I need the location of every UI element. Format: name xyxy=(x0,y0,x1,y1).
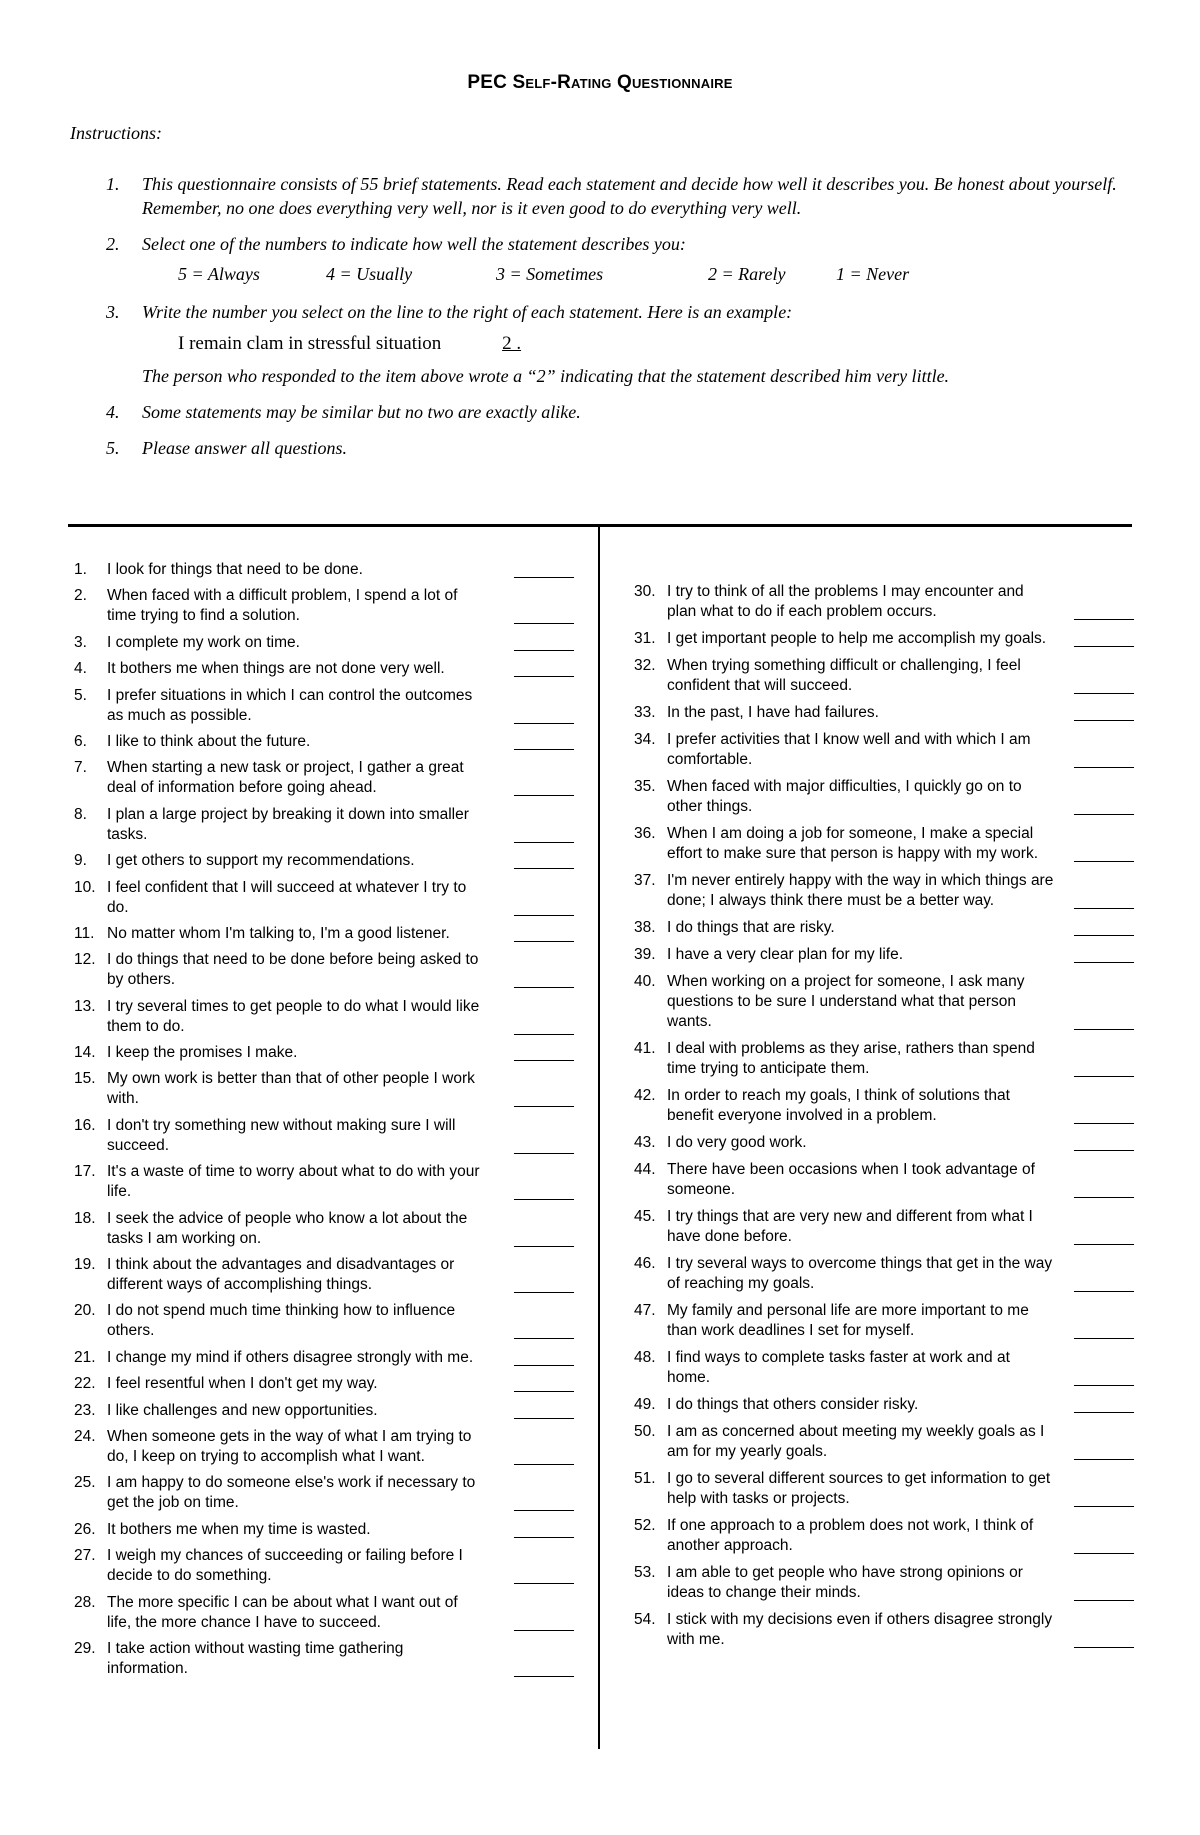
statement-item xyxy=(634,1207,1134,1247)
answer-line[interactable] xyxy=(1074,1385,1134,1386)
statement-text: I look for things that need to be done. xyxy=(107,561,363,578)
statement-number: 9. xyxy=(74,852,87,870)
statement-item xyxy=(74,1069,574,1109)
answer-line[interactable] xyxy=(1074,1553,1134,1554)
statement-item xyxy=(634,629,1134,649)
statement-text: I am able to get people who have strong opinions or ideas to change their minds. xyxy=(667,1564,1023,1601)
answer-line[interactable] xyxy=(1074,1647,1134,1648)
answer-line[interactable] xyxy=(514,1510,574,1511)
answer-line[interactable] xyxy=(1074,767,1134,768)
statement-number: 47. xyxy=(634,1302,656,1319)
statement-number: 35. xyxy=(634,778,656,795)
answer-line[interactable] xyxy=(514,749,574,750)
statement-item xyxy=(74,1593,574,1633)
statement-item xyxy=(634,1395,1134,1415)
scale-rarely: 2 = Rarely xyxy=(708,264,786,284)
statement-item xyxy=(634,1348,1134,1388)
statement-number: 10. xyxy=(74,878,96,896)
statement-number: 29. xyxy=(74,1639,96,1657)
statement-text: I'm never entirely happy with the way in which things are done; I always think there must be a better way. xyxy=(667,872,1054,909)
statement-text: When working on a project for someone, I ask many questions to be sure I understand what that person wants. xyxy=(667,973,1025,1030)
instruction-4 xyxy=(70,400,1140,424)
statement-number: 28. xyxy=(74,1593,96,1611)
statement-item xyxy=(74,1255,574,1295)
instruction-1 xyxy=(70,172,1140,220)
statement-item xyxy=(634,777,1134,817)
statement-text: I am as concerned about meeting my weekly goals as I am for my yearly goals. xyxy=(667,1423,1045,1460)
statement-text: I prefer activities that I know well and with which I am comfortable. xyxy=(667,731,1031,768)
statement-number: 8. xyxy=(74,805,87,823)
statement-text: It bothers me when things are not done very well. xyxy=(107,660,445,678)
statement-item xyxy=(74,878,574,918)
statement-item xyxy=(634,1039,1134,1079)
instructions-list xyxy=(70,172,1140,472)
statement-number: 43. xyxy=(634,1134,656,1151)
statement-item xyxy=(634,1516,1134,1556)
answer-line[interactable] xyxy=(1074,1291,1134,1292)
statement-number: 34. xyxy=(634,731,656,748)
statement-text: I do things that need to be done before being asked to by others. xyxy=(107,951,479,989)
answer-line[interactable] xyxy=(514,1464,574,1465)
statement-item xyxy=(634,871,1134,911)
statement-text: When faced with major difficulties, I quickly go on to other things. xyxy=(667,778,1022,815)
answer-line[interactable] xyxy=(1074,619,1134,620)
answer-line[interactable] xyxy=(1074,935,1134,936)
answer-line[interactable] xyxy=(514,1365,574,1366)
answer-line[interactable] xyxy=(1074,1338,1134,1339)
statement-text: I weigh my chances of succeeding or failing before I decide to do something. xyxy=(107,1547,463,1585)
answer-line[interactable] xyxy=(514,1630,574,1631)
statement-number: 18. xyxy=(74,1209,96,1227)
answer-line[interactable] xyxy=(514,1418,574,1419)
statement-text: In the past, I have had failures. xyxy=(667,704,879,721)
answer-line[interactable] xyxy=(1074,1123,1134,1124)
statement-text: I am happy to do someone else's work if necessary to get the job on time. xyxy=(107,1474,476,1512)
instruction-number: 4. xyxy=(106,402,120,422)
example-note: The person who responded to the item above wrote a “2” indicating that the statement described him very little. xyxy=(142,366,950,386)
statement-number: 24. xyxy=(74,1427,96,1445)
statement-text: I take action without wasting time gathering information. xyxy=(107,1639,404,1677)
statement-item xyxy=(74,1401,574,1421)
statement-text: I like challenges and new opportunities. xyxy=(107,1401,378,1419)
statement-text: I feel resentful when I don't get my way. xyxy=(107,1375,378,1393)
statement-text: I do things that are risky. xyxy=(667,919,835,936)
statement-item xyxy=(634,918,1134,938)
statement-number: 25. xyxy=(74,1474,96,1492)
statement-number: 37. xyxy=(634,872,656,889)
answer-line[interactable] xyxy=(514,987,574,988)
statement-item xyxy=(74,1520,574,1540)
statement-item xyxy=(74,1116,574,1156)
statement-item xyxy=(74,758,574,798)
statement-item xyxy=(74,997,574,1037)
statement-text: I try several times to get people to do what I would like them to do. xyxy=(107,997,480,1035)
statement-item xyxy=(634,1301,1134,1341)
instruction-text: Please answer all questions. xyxy=(142,438,347,458)
statement-text: In order to reach my goals, I think of solutions that benefit everyone involved in a problem. xyxy=(667,1087,1010,1124)
page-title: PEC Self-Rating Questionnaire xyxy=(467,72,733,93)
statement-number: 1. xyxy=(74,561,87,578)
statement-number: 20. xyxy=(74,1302,96,1320)
statement-number: 19. xyxy=(74,1256,96,1274)
statement-text: When faced with a difficult problem, I spend a lot of time trying to find a solution. xyxy=(107,587,458,625)
statement-number: 52. xyxy=(634,1517,656,1534)
statement-text: I stick with my decisions even if others disagree strongly with me. xyxy=(667,1611,1053,1648)
answer-line[interactable] xyxy=(514,1199,574,1200)
statement-number: 44. xyxy=(634,1161,656,1178)
statement-text: I prefer situations in which I can control the outcomes as much as possible. xyxy=(107,686,473,724)
statement-number: 46. xyxy=(634,1255,656,1272)
column-divider xyxy=(598,527,600,1749)
statement-item xyxy=(74,950,574,990)
statement-number: 30. xyxy=(634,583,656,600)
statements-left-column xyxy=(74,560,574,1685)
statement-text: I get important people to help me accomplish my goals. xyxy=(667,630,1047,647)
instruction-3 xyxy=(70,300,1140,388)
statement-number: 3. xyxy=(74,633,87,651)
statement-item xyxy=(74,1348,574,1368)
statement-number: 21. xyxy=(74,1348,96,1366)
answer-line[interactable] xyxy=(1074,1506,1134,1507)
statement-text: I do very good work. xyxy=(667,1134,807,1151)
scale-sometimes: 3 = Sometimes xyxy=(496,264,604,284)
statement-item xyxy=(74,1301,574,1341)
statement-text: When I am doing a job for someone, I make a special effort to make sure that person is happy with my work. xyxy=(667,825,1039,862)
statement-text: I like to think about the future. xyxy=(107,732,311,750)
statement-item xyxy=(634,824,1134,864)
instruction-number: 5. xyxy=(106,438,120,458)
statement-item xyxy=(74,1374,574,1394)
statement-number: 27. xyxy=(74,1547,96,1565)
statement-text: I complete my work on time. xyxy=(107,633,300,651)
statement-number: 38. xyxy=(634,919,656,936)
statement-number: 26. xyxy=(74,1520,96,1538)
statement-number: 54. xyxy=(634,1611,656,1628)
statement-text: When someone gets in the way of what I am trying to do, I keep on trying to accomplish what I want. xyxy=(107,1427,472,1465)
statement-item xyxy=(634,1254,1134,1294)
statement-text: I get others to support my recommendations. xyxy=(107,852,415,870)
statement-text: I have a very clear plan for my life. xyxy=(667,946,904,963)
instruction-5 xyxy=(70,436,1140,460)
statement-text: I deal with problems as they arise, rathers than spend time trying to anticipate them. xyxy=(667,1040,1035,1077)
answer-line[interactable] xyxy=(514,1338,574,1339)
answer-line[interactable] xyxy=(1074,1197,1134,1198)
statement-item xyxy=(74,560,574,580)
statement-number: 6. xyxy=(74,732,87,750)
statement-item xyxy=(74,1209,574,1249)
statement-number: 42. xyxy=(634,1087,656,1104)
instructions-label: Instructions: xyxy=(70,123,162,143)
statement-item xyxy=(634,1160,1134,1200)
statement-number: 23. xyxy=(74,1401,96,1419)
statement-text: I try to think of all the problems I may encounter and plan what to do if each problem occurs. xyxy=(667,583,1024,620)
answer-line[interactable] xyxy=(1074,1600,1134,1601)
answer-line[interactable] xyxy=(514,1034,574,1035)
statement-text: I think about the advantages and disadvantages or different ways of accomplishing things. xyxy=(107,1256,455,1294)
answer-line[interactable] xyxy=(1074,814,1134,815)
statement-item xyxy=(74,805,574,845)
statement-number: 48. xyxy=(634,1349,656,1366)
example-answer: 2 . xyxy=(502,333,522,354)
statement-text: I do not spend much time thinking how to influence others. xyxy=(107,1302,456,1340)
answer-line[interactable] xyxy=(514,676,574,677)
answer-line[interactable] xyxy=(514,1391,574,1392)
statement-text: There have been occasions when I took advantage of someone. xyxy=(667,1161,1035,1198)
answer-line[interactable] xyxy=(1074,693,1134,694)
instruction-number: 1. xyxy=(106,174,120,194)
answer-line[interactable] xyxy=(514,650,574,651)
statement-text: I plan a large project by breaking it down into smaller tasks. xyxy=(107,805,469,843)
statement-number: 2. xyxy=(74,587,87,605)
instruction-text: Select one of the numbers to indicate how well the statement describes you: xyxy=(142,234,686,254)
statement-number: 4. xyxy=(74,660,87,678)
statement-text: When starting a new task or project, I gather a great deal of information before going ahead. xyxy=(107,759,464,797)
statement-item xyxy=(634,1610,1134,1650)
answer-line[interactable] xyxy=(514,1583,574,1584)
answer-line[interactable] xyxy=(514,941,574,942)
statement-item xyxy=(634,582,1134,622)
statement-number: 16. xyxy=(74,1116,96,1134)
statement-text: I keep the promises I make. xyxy=(107,1044,298,1062)
statement-item xyxy=(74,1639,574,1679)
horizontal-divider xyxy=(68,524,1132,527)
answer-line[interactable] xyxy=(514,1060,574,1061)
statement-text: No matter whom I'm talking to, I'm a good listener. xyxy=(107,924,450,942)
statement-item xyxy=(634,1563,1134,1603)
statement-number: 36. xyxy=(634,825,656,842)
statement-number: 7. xyxy=(74,759,87,777)
answer-line[interactable] xyxy=(514,577,574,578)
statement-number: 12. xyxy=(74,951,96,969)
statement-number: 5. xyxy=(74,686,87,704)
answer-line[interactable] xyxy=(514,723,574,724)
answer-line[interactable] xyxy=(514,795,574,796)
statement-number: 33. xyxy=(634,704,656,721)
statement-text: The more specific I can be about what I want out of life, the more chance I have to succeed. xyxy=(107,1593,458,1631)
statement-item xyxy=(74,1546,574,1586)
statement-text: I change my mind if others disagree strongly with me. xyxy=(107,1348,474,1366)
statement-text: My family and personal life are more important to me than work deadlines I set for myself. xyxy=(667,1302,1029,1339)
statement-number: 50. xyxy=(634,1423,656,1440)
statement-number: 32. xyxy=(634,657,656,674)
statement-item xyxy=(74,686,574,726)
statement-text: I feel confident that I will succeed at whatever I try to do. xyxy=(107,878,467,916)
statement-item xyxy=(634,1133,1134,1153)
answer-line[interactable] xyxy=(514,1106,574,1107)
statement-number: 15. xyxy=(74,1070,96,1088)
statement-text: I try things that are very new and different from what I have done before. xyxy=(667,1208,1033,1245)
answer-line[interactable] xyxy=(514,915,574,916)
statement-item xyxy=(74,924,574,944)
statement-text: I don't try something new without making sure I will succeed. xyxy=(107,1116,456,1154)
instruction-text: Write the number you select on the line to the right of each statement. Here is an example: xyxy=(142,302,793,322)
answer-line[interactable] xyxy=(514,1153,574,1154)
statement-number: 17. xyxy=(74,1163,96,1181)
instruction-text: This questionnaire consists of 55 brief statements. Read each statement and decide how well it describes you. Be honest about yourself. Remember, no one does everything very well, nor is it even good to do everything very well. xyxy=(142,174,1117,218)
statement-item xyxy=(634,945,1134,965)
statement-number: 41. xyxy=(634,1040,656,1057)
statement-item xyxy=(74,1427,574,1467)
statement-item xyxy=(634,1086,1134,1126)
answer-line[interactable] xyxy=(514,868,574,869)
statement-text: I try several ways to overcome things that get in the way of reaching my goals. xyxy=(667,1255,1053,1292)
statement-item xyxy=(74,586,574,626)
answer-line[interactable] xyxy=(1074,1244,1134,1245)
statement-item xyxy=(634,730,1134,770)
answer-line[interactable] xyxy=(1074,1150,1134,1151)
statement-text: I find ways to complete tasks faster at work and at home. xyxy=(667,1349,1010,1386)
statement-number: 51. xyxy=(634,1470,656,1487)
statement-number: 11. xyxy=(74,924,95,942)
statement-item xyxy=(634,972,1134,1032)
answer-line[interactable] xyxy=(1074,861,1134,862)
statement-text: I seek the advice of people who know a lot about the tasks I am working on. xyxy=(107,1209,468,1247)
statement-number: 53. xyxy=(634,1564,656,1581)
answer-line[interactable] xyxy=(1074,1412,1134,1413)
statement-item xyxy=(74,659,574,679)
scale-never: 1 = Never xyxy=(836,264,910,284)
statement-number: 39. xyxy=(634,946,656,963)
statement-item xyxy=(74,851,574,871)
statement-item xyxy=(634,656,1134,696)
statement-number: 49. xyxy=(634,1396,656,1413)
answer-line[interactable] xyxy=(514,1537,574,1538)
statement-item xyxy=(74,1162,574,1202)
rating-scale xyxy=(178,262,1140,286)
scale-always: 5 = Always xyxy=(178,264,260,284)
statement-number: 45. xyxy=(634,1208,656,1225)
statement-text: If one approach to a problem does not work, I think of another approach. xyxy=(667,1517,1034,1554)
answer-line[interactable] xyxy=(1074,1029,1134,1030)
statement-item xyxy=(74,732,574,752)
instruction-number: 3. xyxy=(106,302,120,322)
answer-line[interactable] xyxy=(514,623,574,624)
answer-line[interactable] xyxy=(1074,1076,1134,1077)
statement-item xyxy=(634,703,1134,723)
answer-line[interactable] xyxy=(514,1676,574,1677)
statement-text: It bothers me when my time is wasted. xyxy=(107,1520,371,1538)
statements-right-column xyxy=(634,582,1134,1657)
statement-item xyxy=(74,1043,574,1063)
statement-text: When trying something difficult or challenging, I feel confident that will succeed. xyxy=(667,657,1021,694)
answer-line[interactable] xyxy=(1074,908,1134,909)
statement-number: 22. xyxy=(74,1375,96,1393)
statement-text: It's a waste of time to worry about what to do with your life. xyxy=(107,1163,480,1201)
statement-number: 40. xyxy=(634,973,656,990)
instruction-2 xyxy=(70,232,1140,286)
statement-item xyxy=(634,1422,1134,1462)
answer-line[interactable] xyxy=(514,842,574,843)
scale-usually: 4 = Usually xyxy=(326,264,413,284)
statement-item xyxy=(634,1469,1134,1509)
statement-number: 13. xyxy=(74,997,96,1015)
statement-text: I go to several different sources to get information to get help with tasks or projects. xyxy=(667,1470,1051,1507)
answer-line[interactable] xyxy=(1074,962,1134,963)
instruction-number: 2. xyxy=(106,234,120,254)
statement-item xyxy=(74,1473,574,1513)
answer-line[interactable] xyxy=(1074,720,1134,721)
statement-item xyxy=(74,633,574,653)
statement-number: 14. xyxy=(74,1044,96,1062)
statement-text: I do things that others consider risky. xyxy=(667,1396,919,1413)
statement-text: My own work is better than that of other people I work with. xyxy=(107,1070,475,1108)
instruction-text: Some statements may be similar but no two are exactly alike. xyxy=(142,402,581,422)
statement-number: 31. xyxy=(634,630,656,647)
answer-line[interactable] xyxy=(1074,1459,1134,1460)
answer-line[interactable] xyxy=(514,1246,574,1247)
example-statement: I remain clam in stressful situation xyxy=(178,333,442,354)
example-row xyxy=(178,332,1140,356)
answer-line[interactable] xyxy=(1074,646,1134,647)
answer-line[interactable] xyxy=(514,1292,574,1293)
